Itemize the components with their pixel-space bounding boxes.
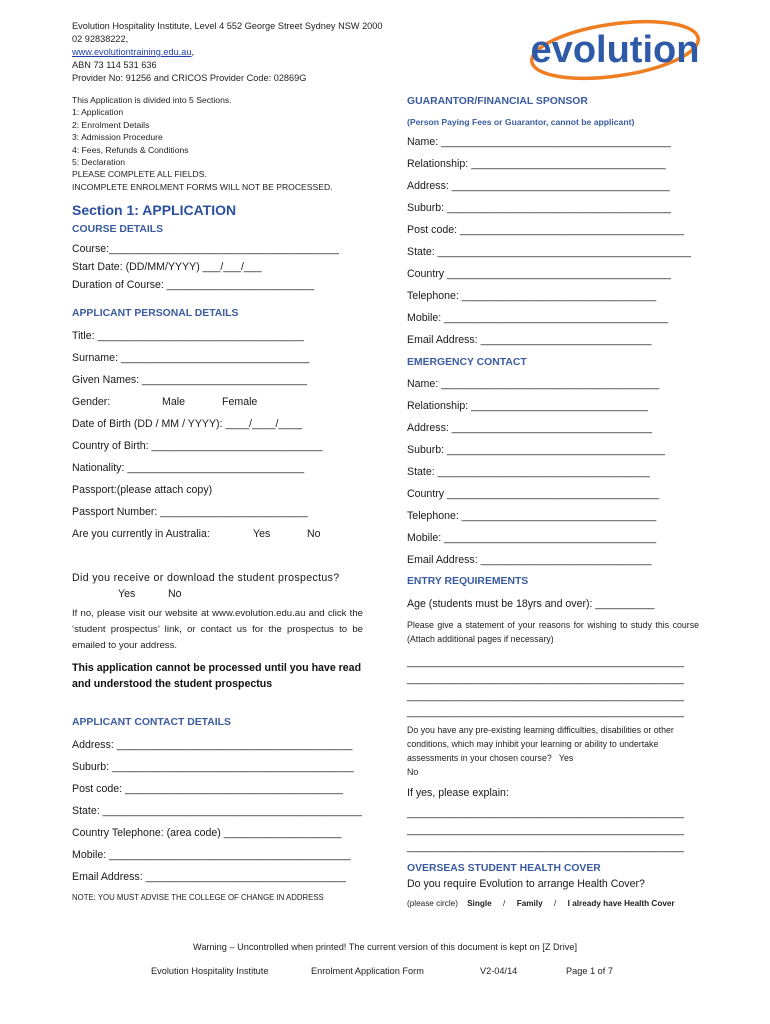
guarantor-mobile-field[interactable]: Mobile: ______________________________________ [407,312,668,324]
difficulties-no-option[interactable]: No [407,767,419,777]
in-australia-yes-option[interactable]: Yes [253,528,271,540]
contact-address-field[interactable]: Address: ________________________________________ [72,739,353,751]
footer-institute: Evolution Hospitality Institute [151,966,269,976]
institute-website-link[interactable]: www.evolutiontraining.edu.au [72,47,192,57]
health-options: (please circle) Single / Family / I already have Health Cover [407,899,675,908]
contact-postcode-field[interactable]: Post code: _____________________________________ [72,783,343,795]
emergency-state-field[interactable]: State: ____________________________________ [407,466,650,478]
emergency-mobile-field[interactable]: Mobile: ____________________________________ [407,532,657,544]
section-title: Section 1: APPLICATION [72,202,237,218]
contact-state-field[interactable]: State: ____________________________________________ [72,805,362,817]
address-change-note: NOTE: YOU MUST ADVISE THE COLLEGE OF CHANGE IN ADDRESS [72,893,324,902]
statement-prompt: Please give a statement of your reasons for wishing to study this course (Attach additional pages if necessary) [407,620,699,644]
footer-page-number: Page 1 of 7 [566,966,613,976]
intro-block: This Application is divided into 5 Sections. 1: Application 2: Enrolment Details 3: Admission Procedure 4: Fees, Refunds & Conditions 5: Declaration PLEASE COMPLETE ALL FIELDS. INCOMPLETE ENROLMENT FORMS WILL NOT BE PROCESSED. [72,95,333,192]
age-field[interactable]: Age (students must be 18yrs and over): __________ [407,598,655,610]
emergency-suburb-field[interactable]: Suburb: _____________________________________ [407,444,666,456]
dob-field[interactable]: Date of Birth (DD / MM / YYYY): ____/____/____ [72,418,303,430]
emergency-email-field[interactable]: Email Address: _____________________________ [407,554,652,566]
explain-line-1[interactable]: _______________________________________________ [407,807,684,819]
prospectus-warning: This application cannot be processed until you have read and understood the student prospectus [72,662,362,690]
difficulties-yes-option[interactable]: Yes [558,753,574,763]
health-heading: OVERSEAS STUDENT HEALTH COVER [407,863,601,874]
guarantor-suburb-field[interactable]: Suburb: ______________________________________ [407,202,671,214]
in-australia-label: Are you currently in Australia: [72,528,210,540]
institute-header: Evolution Hospitality Institute, Level 4 552 George Street Sydney NSW 2000 02 92838222, www.evolutiontraining.edu.au, ABN 73 114 531 636 Provider No: 91256 and CRICOS Provider Code: 02869G [72,20,402,85]
title-field[interactable]: Title: ___________________________________ [72,330,304,342]
start-date-field[interactable]: Start Date: (DD/MM/YYYY) ___/___/___ [72,261,262,273]
passport-label: Passport:(please attach copy) [72,484,213,496]
statement-line-1[interactable]: _______________________________________________ [407,656,684,668]
passport-number-field[interactable]: Passport Number: _________________________ [72,506,308,518]
applicant-heading: APPLICANT PERSONAL DETAILS [72,308,239,319]
evolution-logo [527,18,703,82]
gender-label: Gender: [72,396,111,408]
emergency-country-field[interactable]: Country ____________________________________ [407,488,660,500]
guarantor-email-field[interactable]: Email Address: _____________________________ [407,334,652,346]
footer-form-name: Enrolment Application Form [311,966,424,976]
difficulties-question: Do you have any pre-existing learning difficulties, disabilities or other conditions, which may inhibit your learning or ability to undertake assessments in your chosen course? Yes No [407,725,674,777]
contact-country-tel-field[interactable]: Country Telephone: (area code) ____________________ [72,827,342,839]
explain-label: If yes, please explain: [407,787,509,799]
explain-line-3[interactable]: _______________________________________________ [407,841,684,853]
guarantor-postcode-field[interactable]: Post code: ______________________________________ [407,224,684,236]
guarantor-telephone-field[interactable]: Telephone: _________________________________ [407,290,657,302]
statement-line-2[interactable]: _______________________________________________ [407,673,684,685]
prospectus-question: Did you receive or download the student prospectus? [72,572,340,584]
emergency-heading: EMERGENCY CONTACT [407,357,527,368]
country-of-birth-field[interactable]: Country of Birth: _____________________________ [72,440,323,452]
prospectus-info: If no, please visit our website at www.evolution.edu.au and click the ‘student prospectus’ link, or contact us for the prospectus to be emailed to your address. [72,608,363,651]
health-already-option[interactable]: I already have Health Cover [567,899,675,908]
health-single-option[interactable]: Single [467,899,492,908]
guarantor-country-field[interactable]: Country ______________________________________ [407,268,671,280]
entry-heading: ENTRY REQUIREMENTS [407,576,529,587]
footer-warning: Warning – Uncontrolled when printed! The current version of this document is kept on [Z Drive] [192,942,578,952]
prospectus-no-option[interactable]: No [168,588,182,600]
statement-line-3[interactable]: _______________________________________________ [407,690,684,702]
guarantor-relationship-field[interactable]: Relationship: _________________________________ [407,158,666,170]
surname-field[interactable]: Surname: ________________________________ [72,352,310,364]
health-family-option[interactable]: Family [516,899,543,908]
guarantor-name-field[interactable]: Name: _______________________________________ [407,136,671,148]
emergency-address-field[interactable]: Address: __________________________________ [407,422,653,434]
emergency-name-field[interactable]: Name: _____________________________________ [407,378,660,390]
in-australia-no-option[interactable]: No [307,528,321,540]
given-names-field[interactable]: Given Names: ____________________________ [72,374,308,386]
gender-male-option[interactable]: Male [162,396,185,408]
contact-heading: APPLICANT CONTACT DETAILS [72,717,231,728]
health-question: Do you require Evolution to arrange Health Cover? [407,878,645,890]
course-heading: COURSE DETAILS [72,224,164,235]
institute-provider: Provider No: 91256 and CRICOS Provider Code: 02869G [72,73,307,83]
guarantor-heading: GUARANTOR/FINANCIAL SPONSOR [407,96,588,107]
institute-phone: 02 92838222, [72,34,129,44]
contact-mobile-field[interactable]: Mobile: _________________________________________ [72,849,351,861]
statement-line-4[interactable]: _______________________________________________ [407,706,684,718]
institute-abn: ABN 73 114 531 636 [72,60,157,70]
guarantor-subheading: (Person Paying Fees or Guarantor, cannot be applicant) [407,117,635,127]
emergency-telephone-field[interactable]: Telephone: _________________________________ [407,510,657,522]
guarantor-address-field[interactable]: Address: _____________________________________ [407,180,670,192]
prospectus-yes-option[interactable]: Yes [118,588,136,600]
duration-field[interactable]: Duration of Course: _________________________ [72,279,315,291]
contact-suburb-field[interactable]: Suburb: _________________________________________ [72,761,354,773]
footer-version: V2-04/14 [480,966,518,976]
logo-wordmark: evolution [530,29,700,71]
gender-female-option[interactable]: Female [222,396,258,408]
guarantor-state-field[interactable]: State: ___________________________________________ [407,246,691,258]
emergency-relationship-field[interactable]: Relationship: ______________________________ [407,400,648,412]
course-field[interactable]: Course:_______________________________________ [72,243,339,255]
contact-email-field[interactable]: Email Address: __________________________________ [72,871,346,883]
please-circle-note: (please circle) [407,899,458,908]
nationality-field[interactable]: Nationality: ______________________________ [72,462,305,474]
explain-line-2[interactable]: _______________________________________________ [407,824,684,836]
institute-address: Evolution Hospitality Institute, Level 4 552 George Street Sydney NSW 2000 [72,21,383,31]
